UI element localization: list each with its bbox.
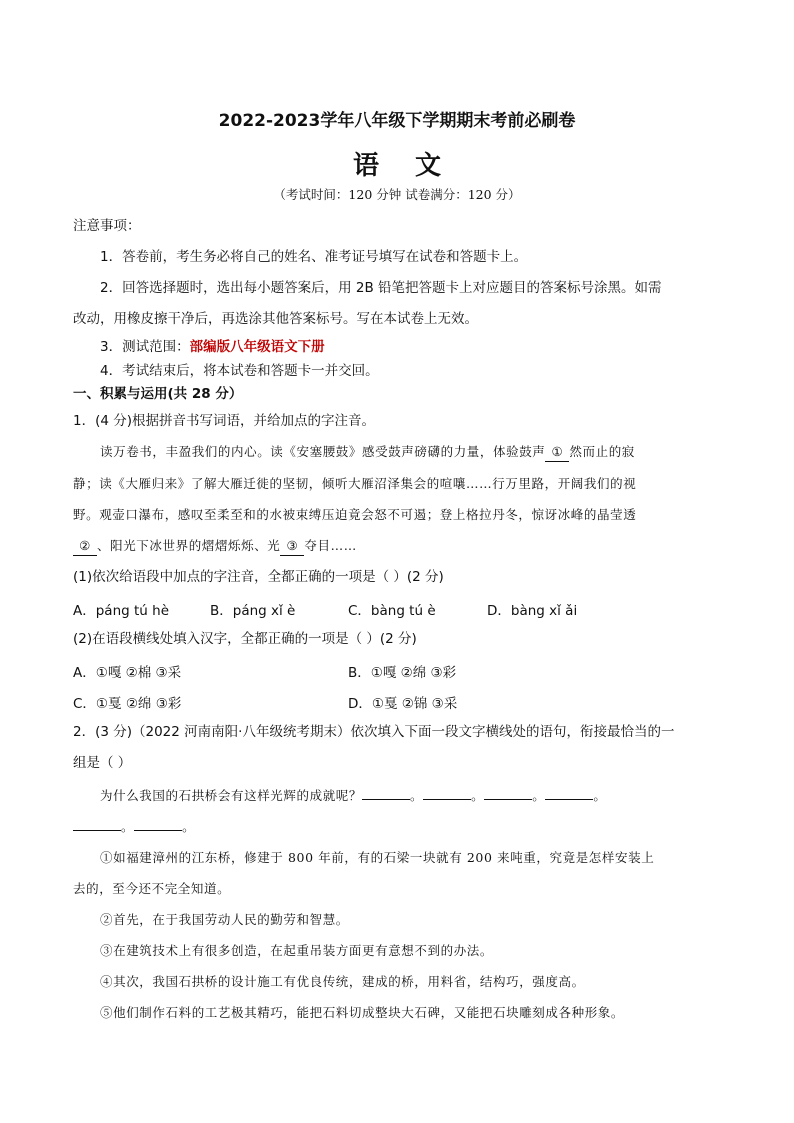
q1-sub2-option-b[interactable]: B．①嘎 ②绵 ③彩: [348, 665, 457, 681]
q2-stem-line1: 2．(3 分)（2022 河南南阳·八年级统考期末）依次填入下面一段文字横线处的语句，衔接最恰当的一: [73, 724, 675, 740]
note-item-1: 1．答卷前，考生务必将自己的姓名、准考证号填写在试卷和答题卡上。: [100, 249, 528, 265]
note-item-3: [100, 338, 325, 356]
subject-title: 语文: [352, 151, 477, 181]
q1-sub2-option-d[interactable]: D．①戛 ②锦 ③采: [348, 696, 458, 712]
q1-passage-text: 、阳光下冰世界的熠熠烁烁、光: [97, 538, 281, 553]
q2-separator: 。: [121, 819, 135, 834]
q1-passage-line2: 静；读《大雁归来》了解大雁迁徙的坚韧，倾听大雁沼泽集会的喧嚷……行万里路，开阔我们的视: [73, 476, 637, 491]
exam-title: 2022-2023学年八年级下学期期末考前必刷卷: [218, 111, 576, 131]
section-1-heading: 一、积累与运用(共 28 分）: [73, 386, 243, 402]
q1-sub2-option-c[interactable]: C．①戛 ②绵 ③彩: [73, 696, 182, 712]
q1-blank-3[interactable]: ③: [280, 537, 304, 556]
q2-separator: 。: [532, 788, 546, 803]
q2-blank[interactable]: [484, 799, 532, 800]
q1-sub2: (2)在语段横线处填入汉字，全都正确的一项是（ ）(2 分): [73, 631, 417, 647]
q1-sub1-option-d[interactable]: D．bàng xǐ ǎi: [487, 603, 578, 619]
q1-passage-line1: [100, 443, 635, 462]
q1-passage-text: 夺目……: [304, 538, 357, 553]
note-item-2-line1: 2．回答选择题时，选出每小题答案后，用 2B 铅笔把答题卡上对应题目的答案标号涂黑。如需: [100, 280, 662, 296]
q1-sub1-option-c[interactable]: C．bàng tú è: [348, 603, 436, 619]
q2-stem-line2: 组是（ ）: [73, 755, 132, 771]
q2-separator: 。: [471, 788, 485, 803]
q2-blanks-line2: [73, 818, 195, 836]
q2-blank[interactable]: [73, 830, 121, 831]
q1-passage-line3: 野。观壶口瀑布，感叹至柔至和的水被束缚压迫竟会怒不可遏；登上格拉丹冬，惊讶冰峰的晶莹透: [73, 507, 637, 522]
q1-passage-line4: [73, 537, 357, 556]
q2-item-1-line2: 去的，至今还不完全知道。: [73, 881, 231, 896]
q2-item-3: ③在建筑技术上有很多创造，在起重吊装方面更有意想不到的办法。: [100, 943, 494, 958]
q2-blank[interactable]: [134, 830, 182, 831]
q2-separator: 。: [593, 788, 607, 803]
notes-heading: 注意事项：: [73, 218, 141, 234]
q2-item-1-line1: ①如福建漳州的江东桥，修建于 800 年前，有的石梁一块就有 200 来吨重，究竟是怎样安装上: [100, 850, 655, 865]
q2-item-4: ④其次，我国石拱桥的设计施工有优良传统，建成的桥，用料省，结构巧，强度高。: [100, 974, 585, 989]
q1-blank-1[interactable]: ①: [545, 443, 569, 462]
q2-separator: 。: [410, 788, 424, 803]
q1-passage-text: 读万卷书，丰盈我们的内心。读《安塞腰鼓》感受鼓声磅礴的力量，体验鼓声: [100, 444, 546, 459]
note-item-2-line2: 改动，用橡皮擦干净后，再选涂其他答案标号。写在本试卷上无效。: [73, 311, 478, 327]
q1-sub1: (1)依次给语段中加点的字注音，全都正确的一项是（ ）(2 分): [73, 569, 444, 585]
q1-sub2-option-a[interactable]: A．①嘎 ②棉 ③采: [73, 665, 182, 681]
note-item-4: 4．考试结束后，将本试卷和答题卡一并交回。: [100, 363, 379, 379]
q2-question: 为什么我国的石拱桥会有这样光辉的成就呢？: [100, 788, 363, 803]
q2-question-line: [100, 787, 606, 805]
q1-passage-text: 然而止的寂: [569, 444, 635, 459]
exam-info: （考试时间：120 分钟 试卷满分：120 分）: [273, 187, 521, 202]
q2-item-2: ②首先，在于我国劳动人民的勤劳和智慧。: [100, 912, 349, 927]
q1-sub1-option-b[interactable]: B．páng xǐ è: [210, 603, 296, 619]
q1-stem: 1．(4 分)根据拼音书写词语，并给加点的字注音。: [73, 413, 376, 429]
q1-blank-2[interactable]: ②: [73, 537, 97, 556]
q2-blank[interactable]: [545, 799, 593, 800]
q2-blank[interactable]: [362, 799, 410, 800]
q1-sub1-option-a[interactable]: A．páng tú hè: [73, 603, 169, 619]
note-item-3-prefix: 3．测试范围：: [100, 339, 190, 355]
test-scope: 部编版八年级语文下册: [189, 339, 325, 355]
q2-item-5: ⑤他们制作石料的工艺极其精巧，能把石料切成整块大石碑，又能把石块雕刻成各种形象。: [100, 1005, 625, 1020]
q2-blank[interactable]: [423, 799, 471, 800]
q2-separator: 。: [182, 819, 196, 834]
